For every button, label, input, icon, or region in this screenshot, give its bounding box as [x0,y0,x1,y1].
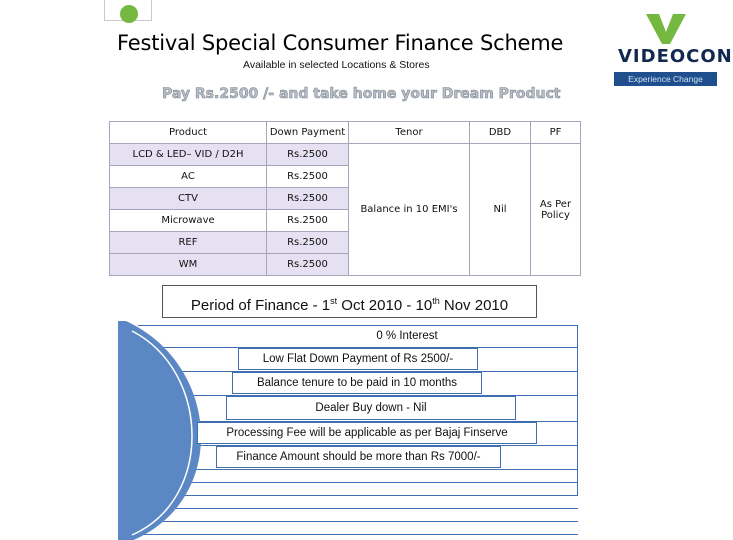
down-payment-cell: Rs.2500 [267,254,349,276]
dbd-cell: Nil [470,144,531,276]
page-title: Festival Special Consumer Finance Scheme [117,31,564,55]
header-down-payment: Down Payment [267,122,349,144]
header-tenor: Tenor [349,122,470,144]
down-payment-cell: Rs.2500 [267,188,349,210]
table-row [110,144,581,166]
period-sup-st: st [330,296,338,306]
divider [577,325,578,495]
feature-item: Low Flat Down Payment of Rs 2500/- [238,348,478,370]
page-subtitle: Available in selected Locations & Stores [243,59,430,71]
videocon-logo [614,6,733,86]
videocon-v-logo-icon [644,12,688,46]
period-prefix: Period of Finance - 1 [190,297,331,314]
feature-item: 0 % Interest [376,330,438,342]
feature-item: Balance tenure to be paid in 10 months [232,372,482,394]
offer-headline: Pay Rs.2500 /- and take home your Dream Product [162,86,561,102]
product-cell: Microwave [110,210,267,232]
header-pf: PF [531,122,581,144]
down-payment-cell: Rs.2500 [267,210,349,232]
feature-item: Processing Fee will be applicable as per Bajaj Finserve [197,422,537,444]
down-payment-cell: Rs.2500 [267,232,349,254]
down-payment-cell: Rs.2500 [267,166,349,188]
green-dot-decor [120,5,138,23]
logo-tagline: Experience Change [614,72,717,86]
product-cell: REF [110,232,267,254]
logo-brand-text: VIDEOCON [618,46,733,67]
tenor-cell: Balance in 10 EMI's [349,144,470,276]
feature-item: Dealer Buy down - Nil [226,396,516,420]
features-list [134,325,578,539]
period-suffix: Nov 2010 [439,297,509,314]
pf-cell: As Per Policy [531,144,581,276]
product-cell: CTV [110,188,267,210]
header-product: Product [110,122,267,144]
feature-item: Finance Amount should be more than Rs 7000/- [216,446,501,468]
product-cell: AC [110,166,267,188]
period-sup-th: th [432,296,440,306]
product-cell: LCD & LED– VID / D2H [110,144,267,166]
down-payment-cell: Rs.2500 [267,144,349,166]
header-dbd: DBD [470,122,531,144]
period-middle: Oct 2010 - 10 [337,297,433,314]
finance-period-banner [162,285,537,318]
product-cell: WM [110,254,267,276]
product-table [109,121,581,276]
